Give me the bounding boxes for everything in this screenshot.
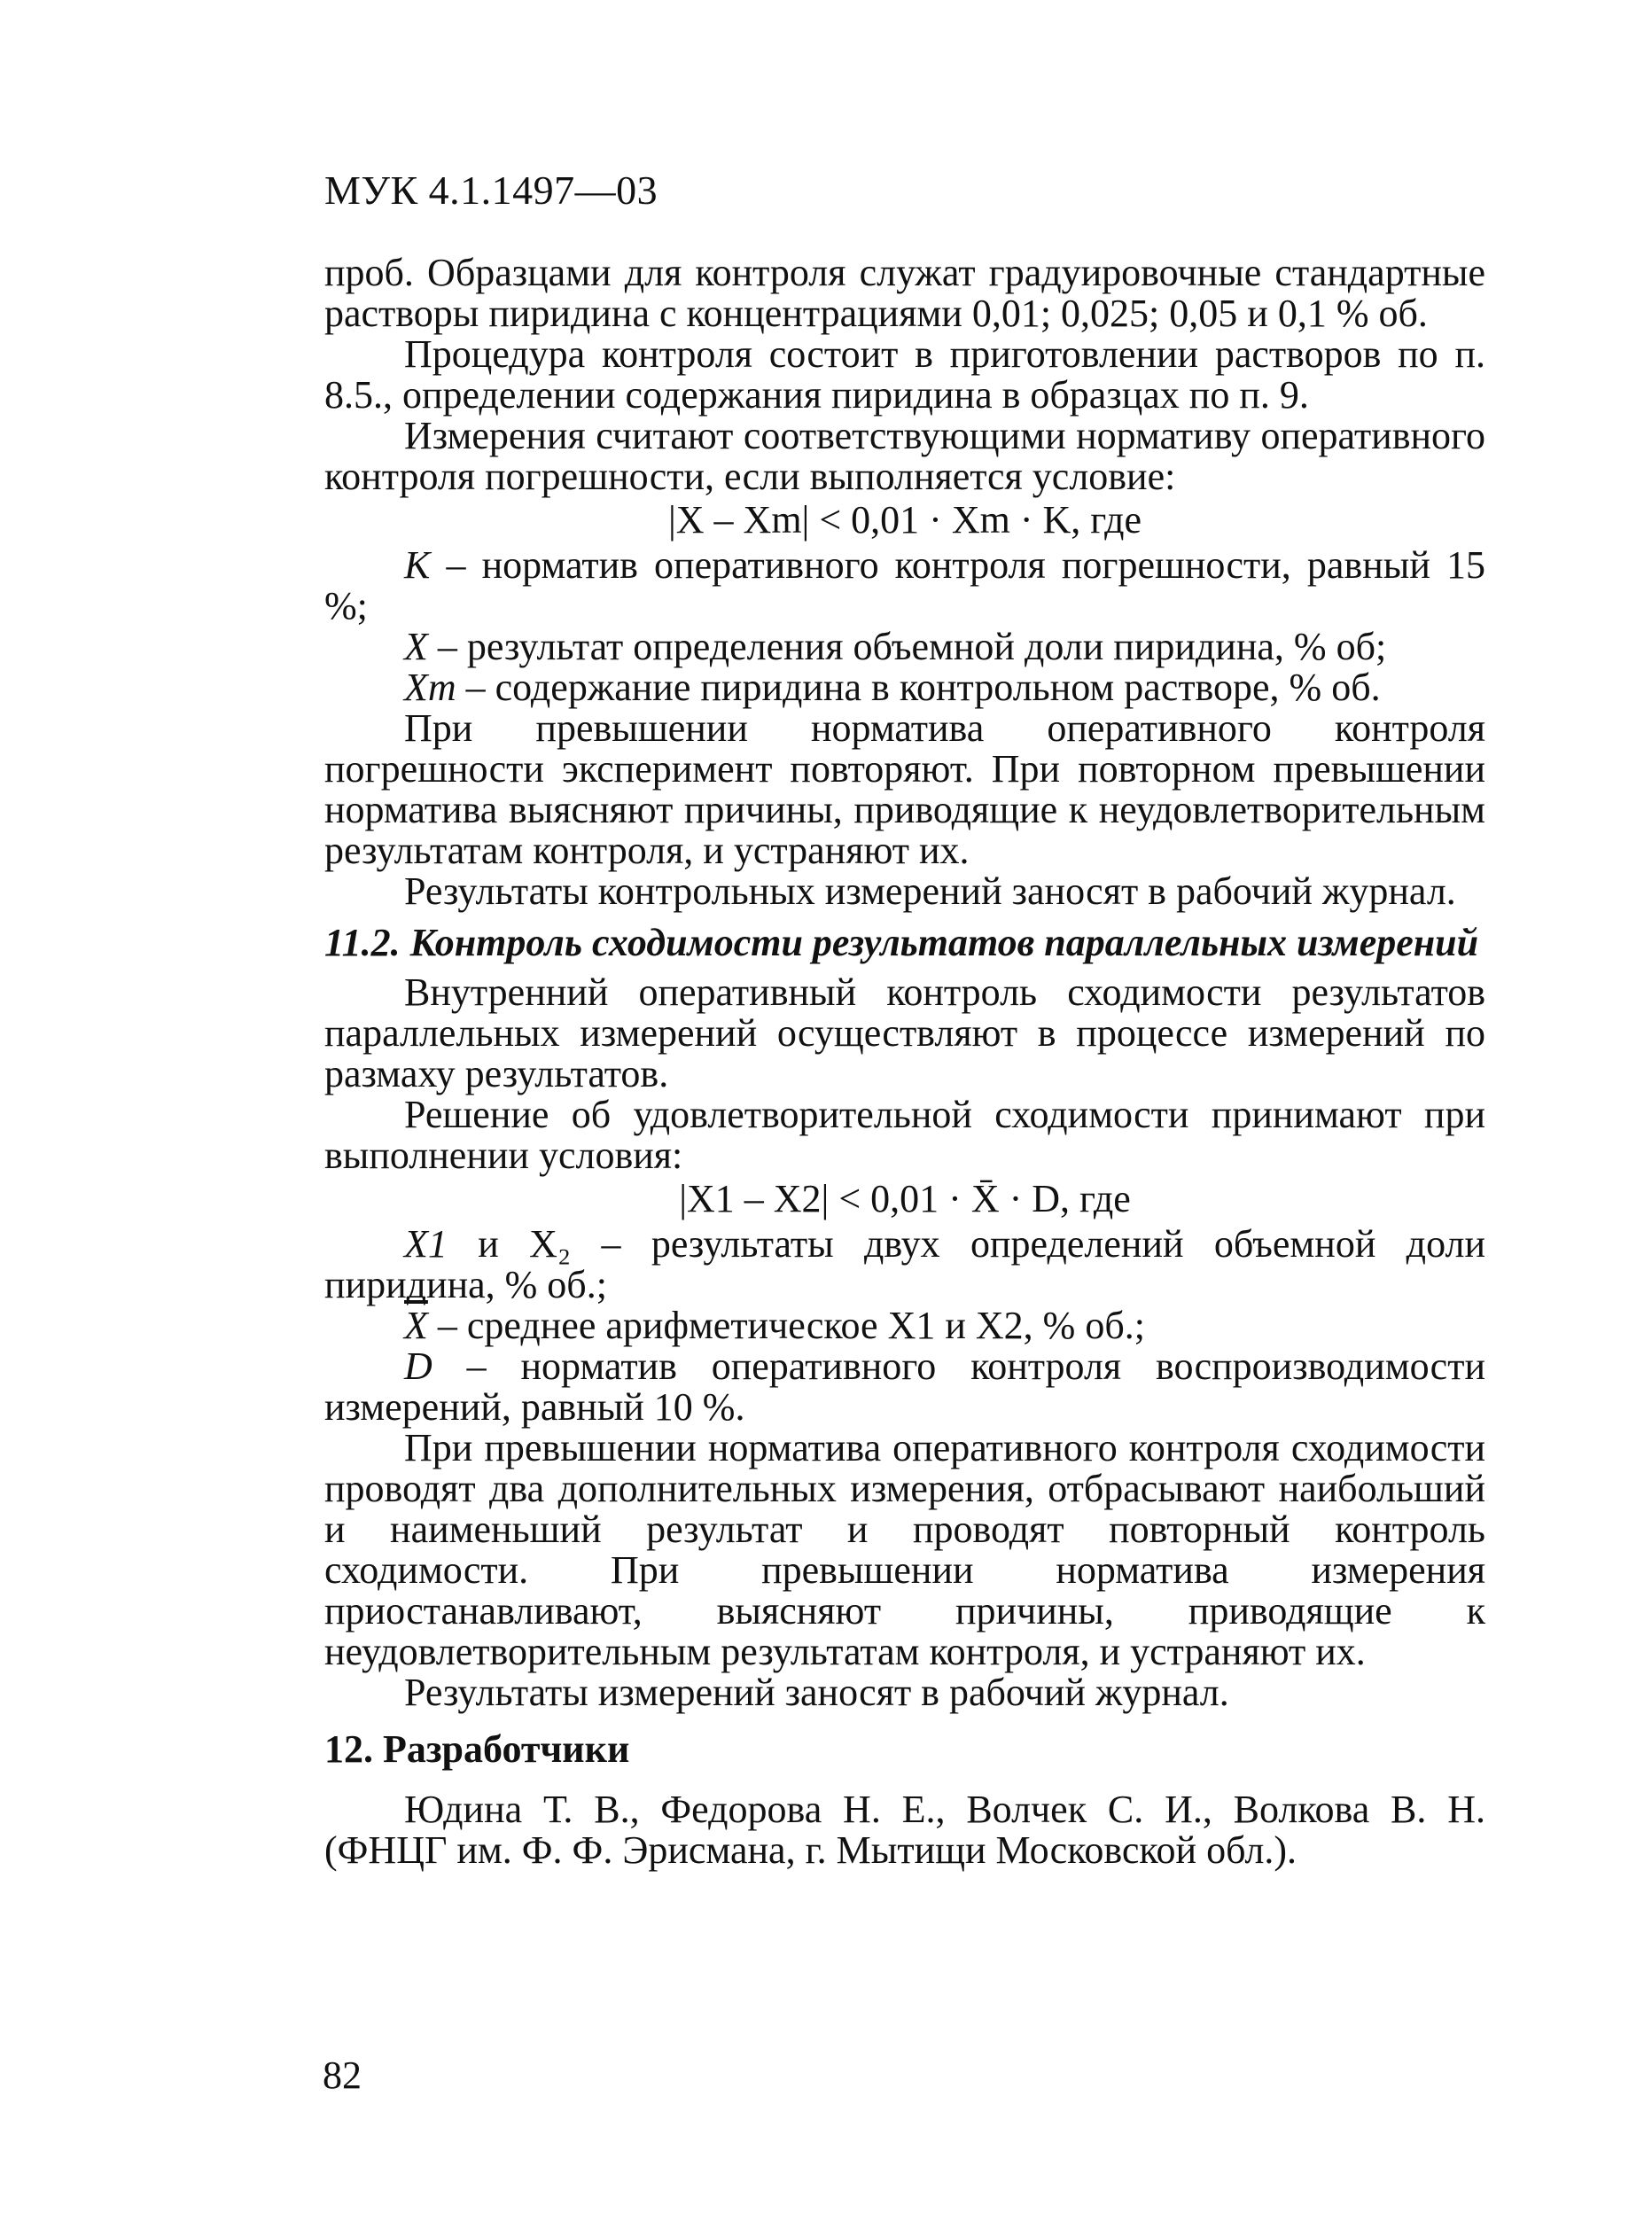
definition-x-mean	[324, 1305, 1485, 1346]
formula-convergence	[324, 1178, 1485, 1220]
paragraph-journal-control: Результаты контрольных измерений заносят в рабочий журнал.	[404, 869, 1456, 913]
section-heading-12: 12. Разработчики	[324, 1727, 630, 1771]
definition-x1-x2-text: и X₂ – результаты двух определений объемной доли пиридина, % об.;	[324, 1222, 1485, 1306]
definition-x1-symbol: X1	[404, 1222, 448, 1266]
definition-k-symbol: K	[404, 543, 431, 587]
paragraph-convergence-control: Внутренний оперативный контроль сходимости результатов параллельных измерений осуществляют в процессе измерений по размаху результатов.	[324, 970, 1485, 1095]
formula-error-control	[324, 499, 1485, 542]
definition-x-symbol: X	[404, 625, 428, 668]
paragraph-convergence-decision: Решение об удовлетворительной сходимости принимают при выполнении условия:	[324, 1093, 1485, 1177]
paragraph-control-samples: проб. Образцами для контроля служат градуировочные стандартные растворы пиридина с концентрациями 0,01; 0,025; 0,05 и 0,1 % об.	[324, 251, 1485, 335]
definition-xm	[324, 667, 1485, 708]
section-title-11-2: 11.2. Контроль сходимости результатов параллельных измерений	[324, 921, 1479, 964]
definition-x-mean-symbol: $\overline{X}$	[404, 1304, 428, 1347]
document-body	[324, 253, 1485, 1871]
definition-x-text: – результат определения объемной доли пиридина, % об;	[427, 625, 1387, 668]
paragraph-control-procedure: Процедура контроля состоит в приготовлении растворов по п. 8.5., определении содержания пиридина в образцах по п. 9.	[324, 332, 1485, 417]
definition-xm-text: – содержание пиридина в контрольном растворе, % об.	[456, 666, 1381, 709]
paragraph-journal-measurements: Результаты измерений заносят в рабочий журнал.	[404, 1671, 1229, 1714]
definition-xm-symbol: Xm	[404, 666, 456, 709]
paragraph-measurement-condition: Измерения считают соответствующими нормативу оперативного контроля погрешности, если выполняется условие:	[324, 414, 1485, 498]
definition-d	[324, 1346, 1485, 1428]
definition-d-text: – норматив оперативного контроля воспроизводимости измерений, равный 10 %.	[324, 1344, 1485, 1429]
page-number: 82	[323, 2053, 362, 2097]
definition-x	[324, 627, 1485, 667]
definition-k-text: – норматив оперативного контроля погрешности, равный 15 %;	[324, 543, 1485, 627]
document-code-header: МУК 4.1.1497—03	[324, 168, 658, 213]
definition-x1-x2	[324, 1224, 1485, 1305]
definition-d-symbol: D	[404, 1344, 432, 1388]
paragraph-exceed-convergence: При превышении норматива оперативного контроля сходимости проводят два дополнительных измерения, отбрасывают наибольший и наименьший результат и проводят повторный контроль сходимости. При превышении норматива измерения приостанавливают, выясняют причины, приводящие к неудовлетворительным результатам контроля, и устраняют их.	[324, 1426, 1485, 1673]
formula-convergence-text: |X1 – X2| < 0,01 · X̄ · D, где	[679, 1177, 1131, 1220]
formula-error-control-text: |X – Xm| < 0,01 · Xm · K, где	[667, 498, 1142, 542]
paragraph-exceed-error: При превышении норматива оперативного контроля погрешности эксперимент повторяют. При повторном превышении норматива выясняют причины, приводящие к неудовлетворительным результатам контроля, и устраняют их.	[324, 706, 1485, 872]
definition-k	[324, 545, 1485, 627]
definition-x-mean-text: – среднее арифметическое X1 и X2, % об.;	[427, 1304, 1145, 1347]
paragraph-developers: Юдина Т. В., Федорова Н. Е., Волчек С. И., Волкова В. Н. (ФНЦГ им. Ф. Ф. Эрисмана, г. Мытищи Московской обл.).	[324, 1788, 1485, 1872]
